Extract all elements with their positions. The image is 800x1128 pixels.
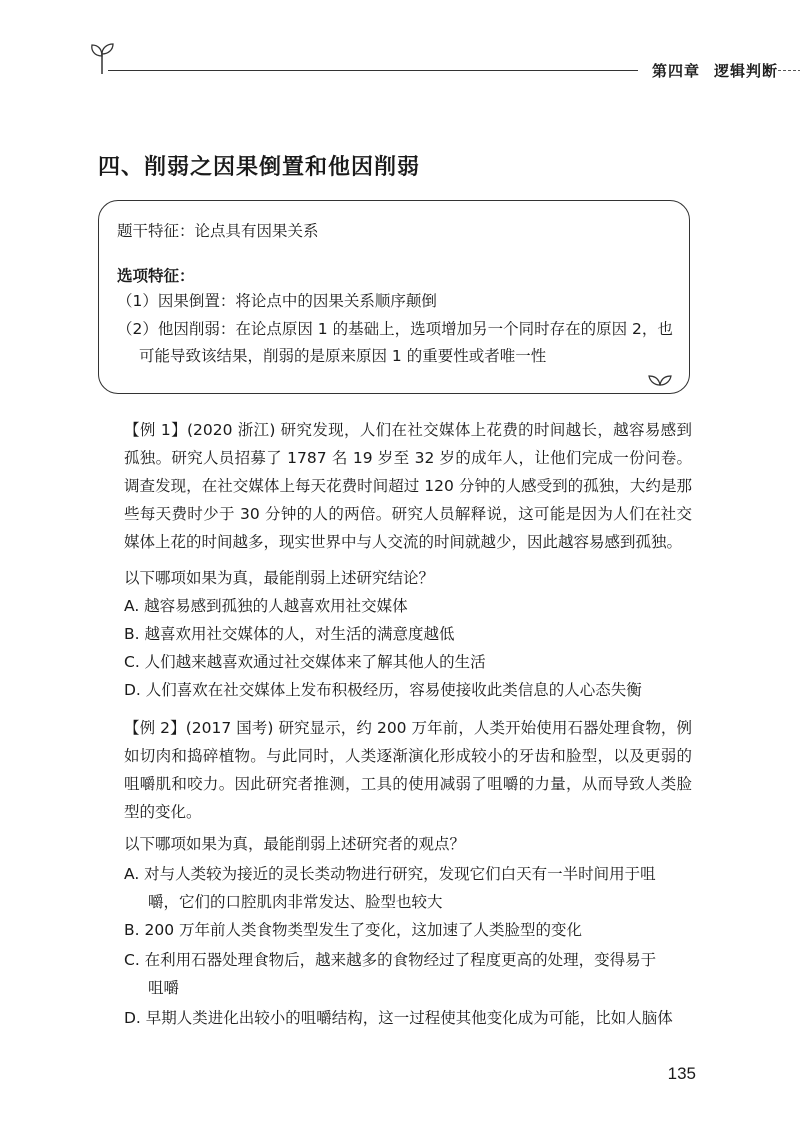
header-rule-right	[778, 70, 800, 71]
example1-option-b: B. 越喜欢用社交媒体的人，对生活的满意度越低	[124, 625, 455, 643]
option-feature-2: （2）他因削弱：在论点原因 1 的基础上，选项增加另一个同时存在的原因 2，也	[117, 320, 673, 338]
topic-label: 逻辑判断	[714, 62, 779, 80]
option-feature-heading: 选项特征：	[117, 267, 195, 285]
example1-option-d: D. 人们喜欢在社交媒体上发布积极经历，容易使接收此类信息的人心态失衡	[124, 681, 642, 699]
example2-option-c: C. 在利用石器处理食物后，越来越多的食物经过了程度更高的处理，变得易于	[124, 951, 657, 969]
stem-feature: 题干特征：论点具有因果关系	[117, 222, 319, 240]
section-title: 四、削弱之因果倒置和他因削弱	[98, 155, 421, 180]
example2-option-a-cont: 嚼，它们的口腔肌肉非常发达、脸型也较大	[148, 893, 443, 911]
example2-option-a: A. 对与人类较为接近的灵长类动物进行研究，发现它们白天有一半时间用于咀	[124, 865, 656, 883]
example2-paragraph: 【例 2】(2017 国考) 研究显示，约 200 万年前，人类开始使用石器处理食物，例如切肉和捣碎植物。与此同时，人类逐渐演化形成较小的牙齿和脸型，以及更弱的咀嚼肌和咬力。因此研究者推测，工具的使用减弱了咀嚼的力量，从而导致人类脸型的变化。	[124, 719, 692, 821]
leaf-decoration-icon	[647, 373, 673, 387]
example2-question: 以下哪项如果为真，最能削弱上述研究者的观点？	[124, 835, 466, 853]
example2-option-c-cont: 咀嚼	[148, 979, 180, 997]
example2-option-d: D. 早期人类进化出较小的咀嚼结构，这一过程使其他变化成为可能，比如人脑体	[124, 1009, 673, 1027]
feature-box	[98, 200, 690, 394]
chapter-label: 第四章	[652, 62, 701, 80]
option-feature-2-cont: 可能导致该结果，削弱的是原来原因 1 的重要性或者唯一性	[139, 347, 547, 365]
running-header	[88, 40, 779, 80]
example2-option-b: B. 200 万年前人类食物类型发生了变化，这加速了人类脸型的变化	[124, 921, 583, 939]
chapter-heading	[652, 60, 778, 81]
example1-question: 以下哪项如果为真，最能削弱上述研究结论？	[124, 569, 435, 587]
header-rule	[108, 70, 638, 71]
example1-paragraph: 【例 1】(2020 浙江) 研究发现，人们在社交媒体上花费的时间越长，越容易感到孤独。研究人员招募了 1787 名 19 岁至 32 岁的成年人，让他们完成一份问卷。调查发现，在社交媒体上每天花费时间超过 120 分钟的人感受到的孤独，大约是那些每天费时少于 30 分钟的人的两倍。研究人员解释说，这可能是因为人们在社交媒体上花的时间越多，现实世界中与人交流的时间就越少，因此越容易感到孤独。	[124, 421, 692, 551]
option-feature-1: （1）因果倒置：将论点中的因果关系顺序颠倒	[117, 292, 437, 310]
page-number: 135	[667, 1064, 696, 1083]
example1-option-c: C. 人们越来越喜欢通过社交媒体来了解其他人的生活	[124, 653, 486, 671]
example1-option-a: A. 越容易感到孤独的人越喜欢用社交媒体	[124, 597, 408, 615]
